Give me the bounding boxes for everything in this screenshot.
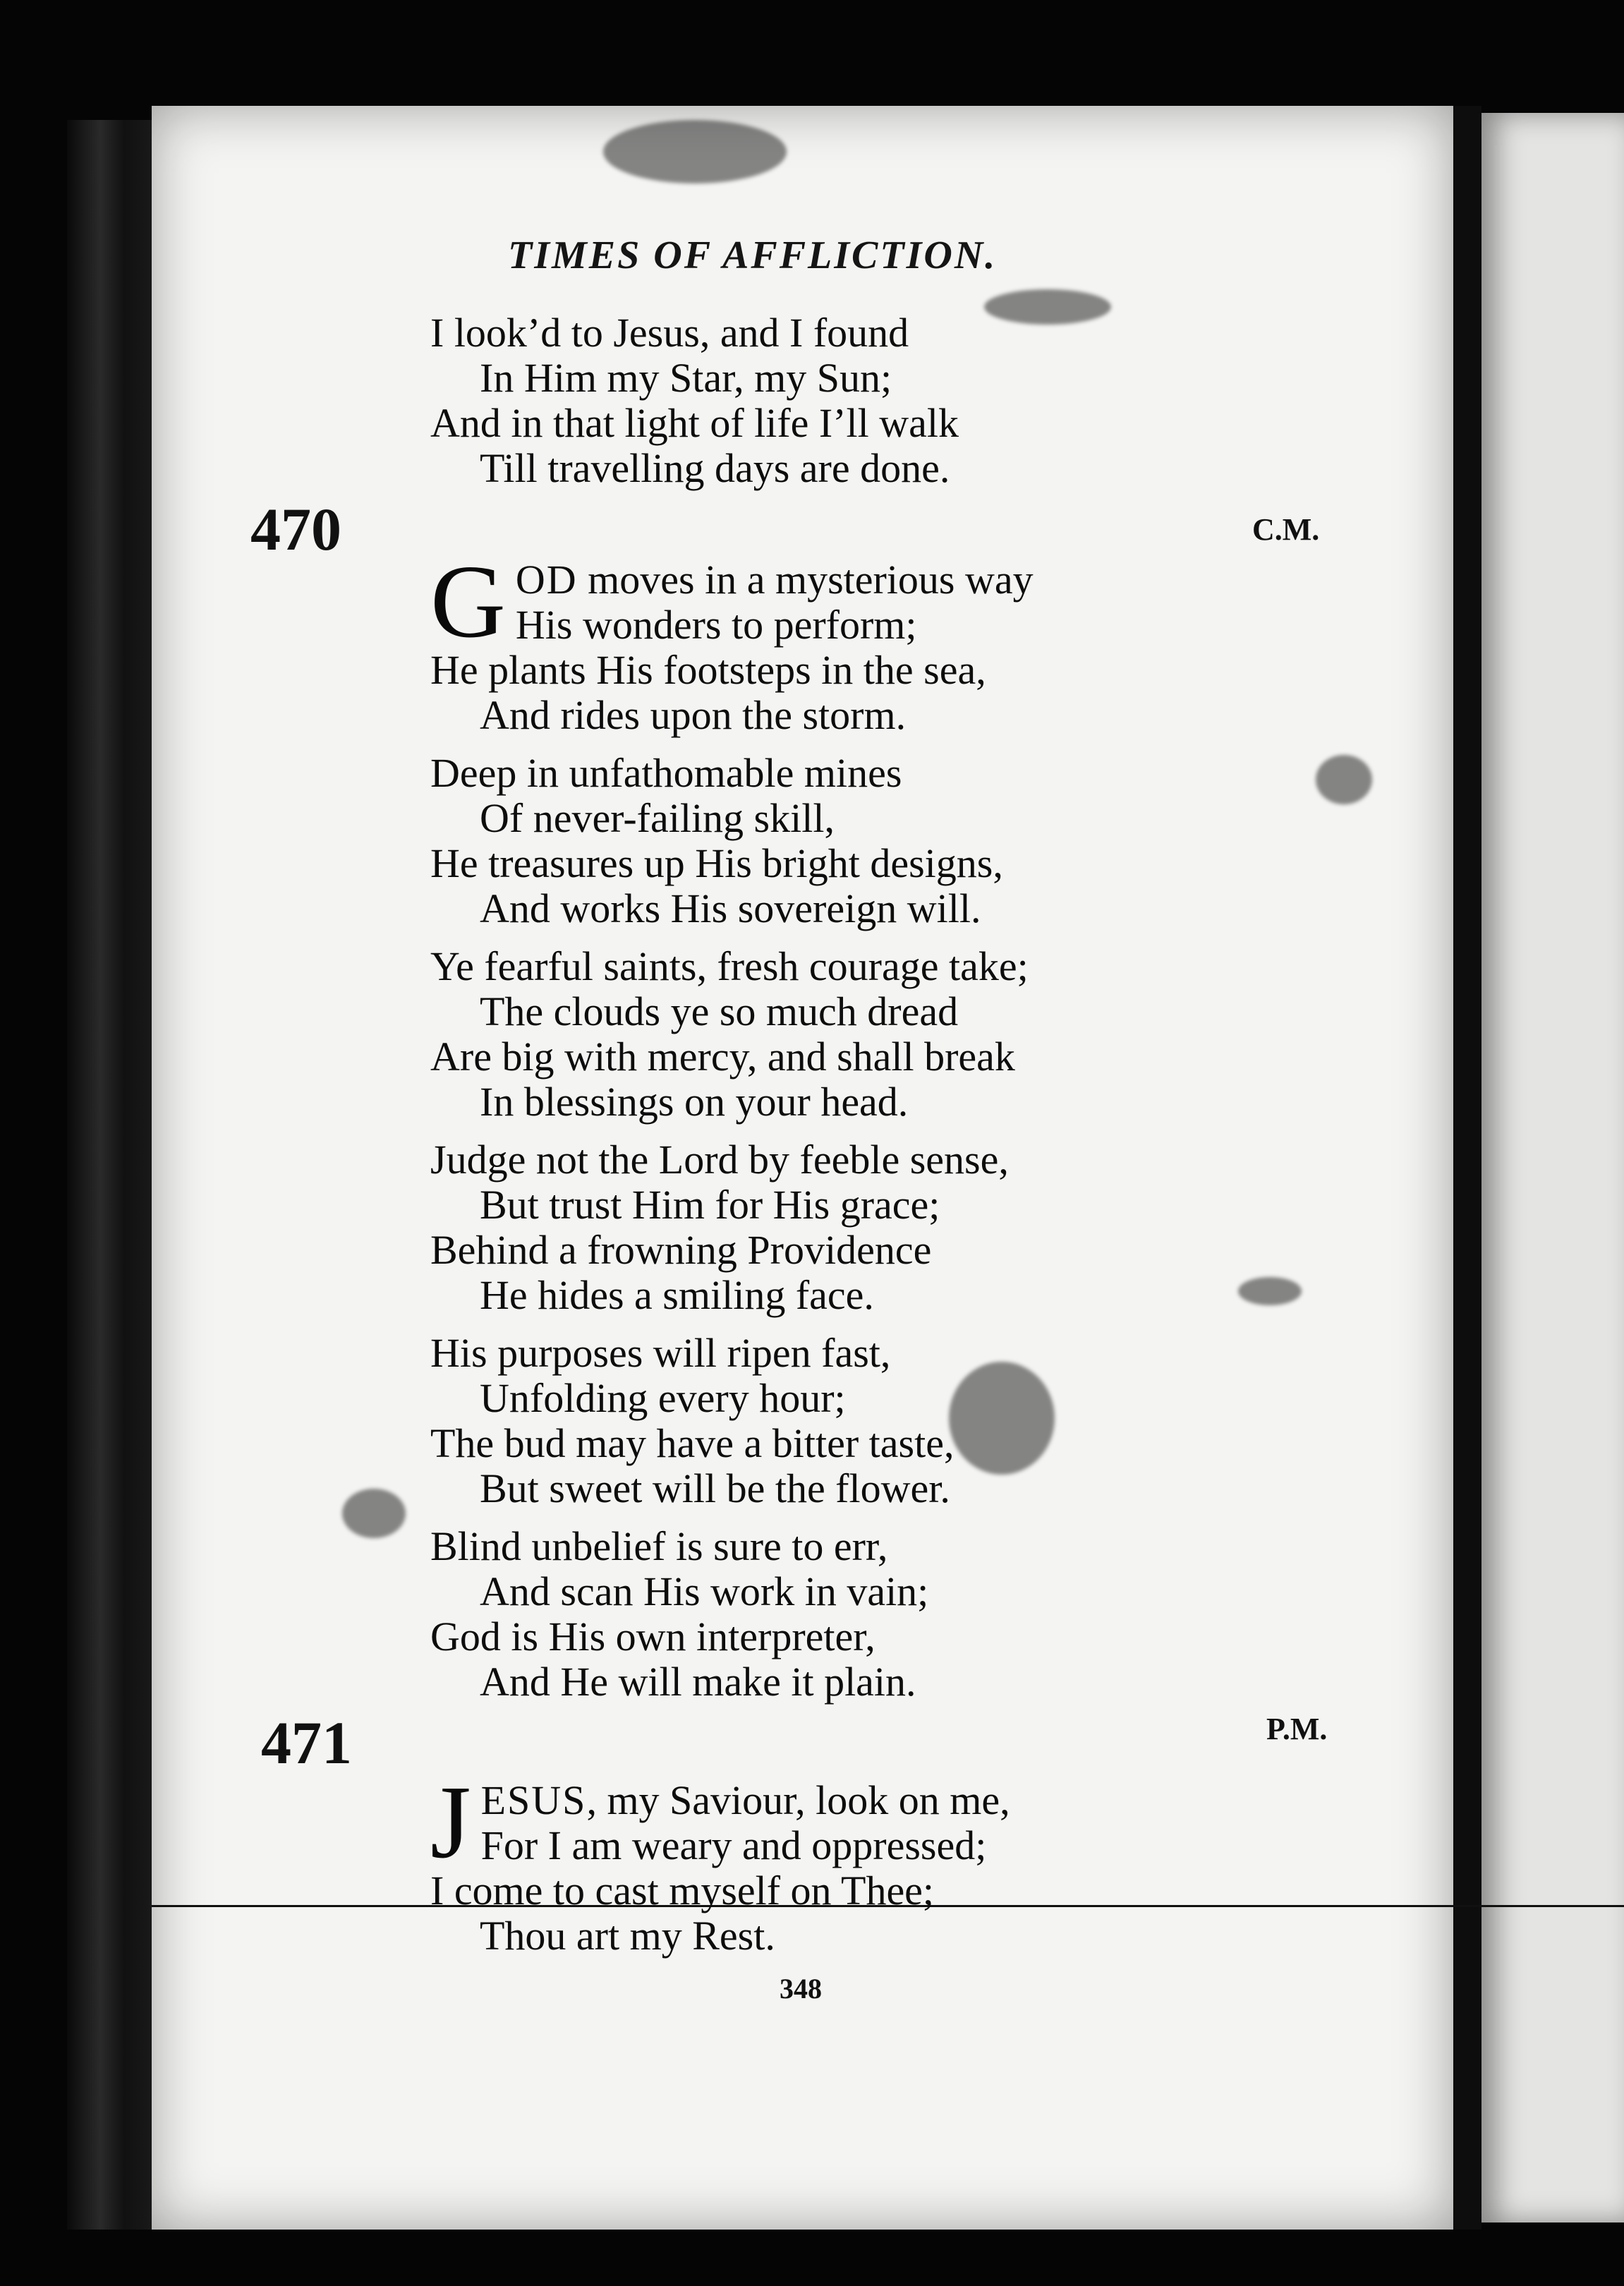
verse-line: , my Saviour, look on me, (586, 1777, 1010, 1823)
verse-line: Are big with mercy, and shall break (430, 1034, 1015, 1080)
verse-line: Judge not the Lord by feeble sense, (430, 1137, 1009, 1183)
verse-line: Unfolding every hour; (480, 1375, 846, 1421)
stain-mark (603, 120, 787, 183)
drop-cap: J (430, 1765, 471, 1880)
verse-line: Of never-failing skill, (480, 795, 835, 841)
verse-line: The bud may have a bitter taste, (430, 1420, 955, 1466)
stanza (430, 1331, 1029, 1511)
page-gutter (1453, 106, 1481, 2230)
verse-line: Till travelling days are done. (480, 445, 950, 491)
verse-line: In Him my Star, my Sun; (480, 355, 892, 401)
stain-mark (1238, 1277, 1302, 1305)
hymn-meter-470: C.M. (1252, 512, 1320, 547)
verse-line: In blessings on your head. (480, 1079, 909, 1125)
verse-line: And in that light of life I’ll walk (430, 400, 959, 446)
verse-line: I come to cast myself on Thee; (430, 1868, 935, 1913)
verse-line: He treasures up His bright designs, (430, 840, 1003, 886)
verse-line: He hides a smiling face. (480, 1272, 874, 1318)
hymn-meter-471: P.M. (1266, 1712, 1328, 1746)
stanza (430, 1137, 1029, 1318)
stain-mark (984, 289, 1111, 325)
first-word: OD (515, 557, 578, 603)
verse-line: moves in a mysterious way (577, 557, 1034, 603)
verse-line: Blind unbelief is sure to err, (430, 1523, 888, 1569)
verse-line: I look’d to Jesus, and I found (430, 310, 909, 356)
verse-line: And scan His work in vain; (480, 1568, 929, 1614)
verse-line: Ye fearful saints, fresh courage take; (430, 943, 1029, 989)
stanza (430, 751, 1029, 931)
first-word: ESUS (480, 1777, 587, 1823)
running-head: TIMES OF AFFLICTION. (508, 234, 998, 277)
hymn-470-text (430, 544, 1034, 1717)
verse-line: Deep in unfathomable mines (430, 750, 902, 796)
stain-mark (1316, 755, 1372, 804)
verse-line: Thou art my Rest. (480, 1913, 775, 1959)
verse-line: But sweet will be the flower. (480, 1465, 950, 1511)
verse-line: His purposes will ripen fast, (430, 1330, 891, 1376)
stanza (430, 544, 1034, 738)
hymn-number-471: 471 (261, 1709, 352, 1777)
stanza (430, 1524, 1029, 1705)
verse-line: And rides upon the storm. (480, 692, 907, 738)
verse-line: But trust Him for His grace; (480, 1182, 940, 1228)
page-number: 348 (780, 1973, 822, 2004)
verse-line: His wonders to perform; (515, 602, 917, 648)
verse-line: He plants His footsteps in the sea, (430, 647, 986, 693)
stain-mark (342, 1489, 406, 1538)
hymn-471-text (430, 1765, 1010, 1959)
verse-line: The clouds ye so much dread (480, 988, 959, 1034)
verse-line: Behind a frowning Providence (430, 1227, 932, 1273)
continued-verse (430, 310, 959, 491)
stanza (430, 944, 1029, 1125)
book-binding-edge (67, 120, 162, 2230)
verse-line: And works His sovereign will. (480, 885, 981, 931)
hymn-number-470: 470 (250, 495, 341, 563)
verse-line: God is His own interpreter, (430, 1614, 875, 1659)
verse-line: And He will make it plain. (480, 1659, 916, 1705)
drop-cap: G (430, 544, 506, 660)
verse-line: For I am weary and oppressed; (480, 1822, 987, 1868)
